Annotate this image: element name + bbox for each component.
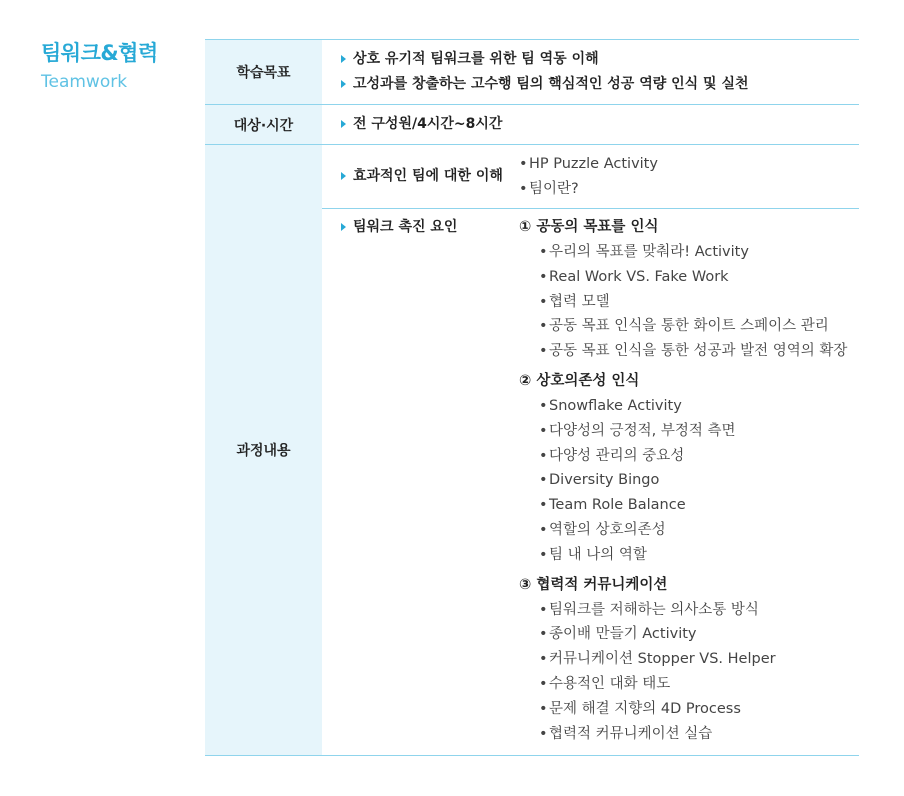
page-subtitle: Teamwork xyxy=(41,72,128,92)
goal-item: 고성과를 창출하는 고수행 팀의 핵심적인 성공 역량 인식 및 실천 xyxy=(340,72,859,97)
section-title: 효과적인 팀에 대한 이해 xyxy=(340,164,519,189)
list-item: • Diversity Bingo xyxy=(539,468,859,493)
target-header: 대상·시간 xyxy=(205,105,322,144)
goal-item: 상호 유기적 팀워크를 위한 팀 역동 이해 xyxy=(340,47,859,72)
group-title: ③ 협력적 커뮤니케이션 xyxy=(519,576,668,593)
list-item: • 공동 목표 인식을 통한 화이트 스페이스 관리 xyxy=(539,314,859,339)
page-title: 팀워크&협력 xyxy=(41,41,158,65)
list-item: • Team Role Balance xyxy=(539,493,859,518)
list-item: • 다양성의 긍정적, 부정적 측면 xyxy=(539,419,859,444)
factor-group xyxy=(519,573,859,747)
factor-group xyxy=(519,215,859,364)
list-item: • 협력 모델 xyxy=(539,290,859,315)
group-title: ① 공동의 목표를 인식 xyxy=(519,219,659,235)
group-title: ② 상호의존성 인식 xyxy=(519,372,640,389)
goal-row xyxy=(205,39,859,104)
section-title: 팀워크 촉진 요인 xyxy=(340,215,519,240)
target-row xyxy=(205,104,859,144)
content-header: 과정내용 xyxy=(205,145,322,755)
list-item: • 커뮤니케이션 Stopper VS. Helper xyxy=(539,647,859,672)
section-effective-team xyxy=(322,145,859,208)
section-teamwork-factors xyxy=(322,208,859,755)
list-item: • 우리의 목표를 맞춰라! Activity xyxy=(539,240,859,265)
factor-group xyxy=(519,369,859,568)
list-item: • 팀 내 나의 역할 xyxy=(539,543,859,568)
list-item: • 공동 목표 인식을 통한 성공과 발전 영역의 확장 xyxy=(539,339,859,364)
course-table xyxy=(205,39,859,756)
list-item: • HP Puzzle Activity xyxy=(519,152,859,177)
list-item: • 종이배 만들기 Activity xyxy=(539,622,859,647)
list-item: • Real Work VS. Fake Work xyxy=(539,265,859,290)
content-row xyxy=(205,144,859,756)
list-item: • Snowflake Activity xyxy=(539,394,859,419)
list-item: • 수용적인 대화 태도 xyxy=(539,672,859,697)
list-item: • 협력적 커뮤니케이션 실습 xyxy=(539,722,859,747)
list-item: • 역할의 상호의존성 xyxy=(539,518,859,543)
list-item: • 팀이란? xyxy=(519,177,859,202)
list-item: • 다양성 관리의 중요성 xyxy=(539,444,859,469)
target-cell xyxy=(322,105,859,144)
list-item: • 팀워크를 저해하는 의사소통 방식 xyxy=(539,598,859,623)
list-item: • 문제 해결 지향의 4D Process xyxy=(539,697,859,722)
target-value: 전 구성원/4시간~8시간 xyxy=(340,112,859,137)
goal-header: 학습목표 xyxy=(205,40,322,104)
goal-cell xyxy=(322,40,859,104)
content-cell xyxy=(322,145,859,755)
